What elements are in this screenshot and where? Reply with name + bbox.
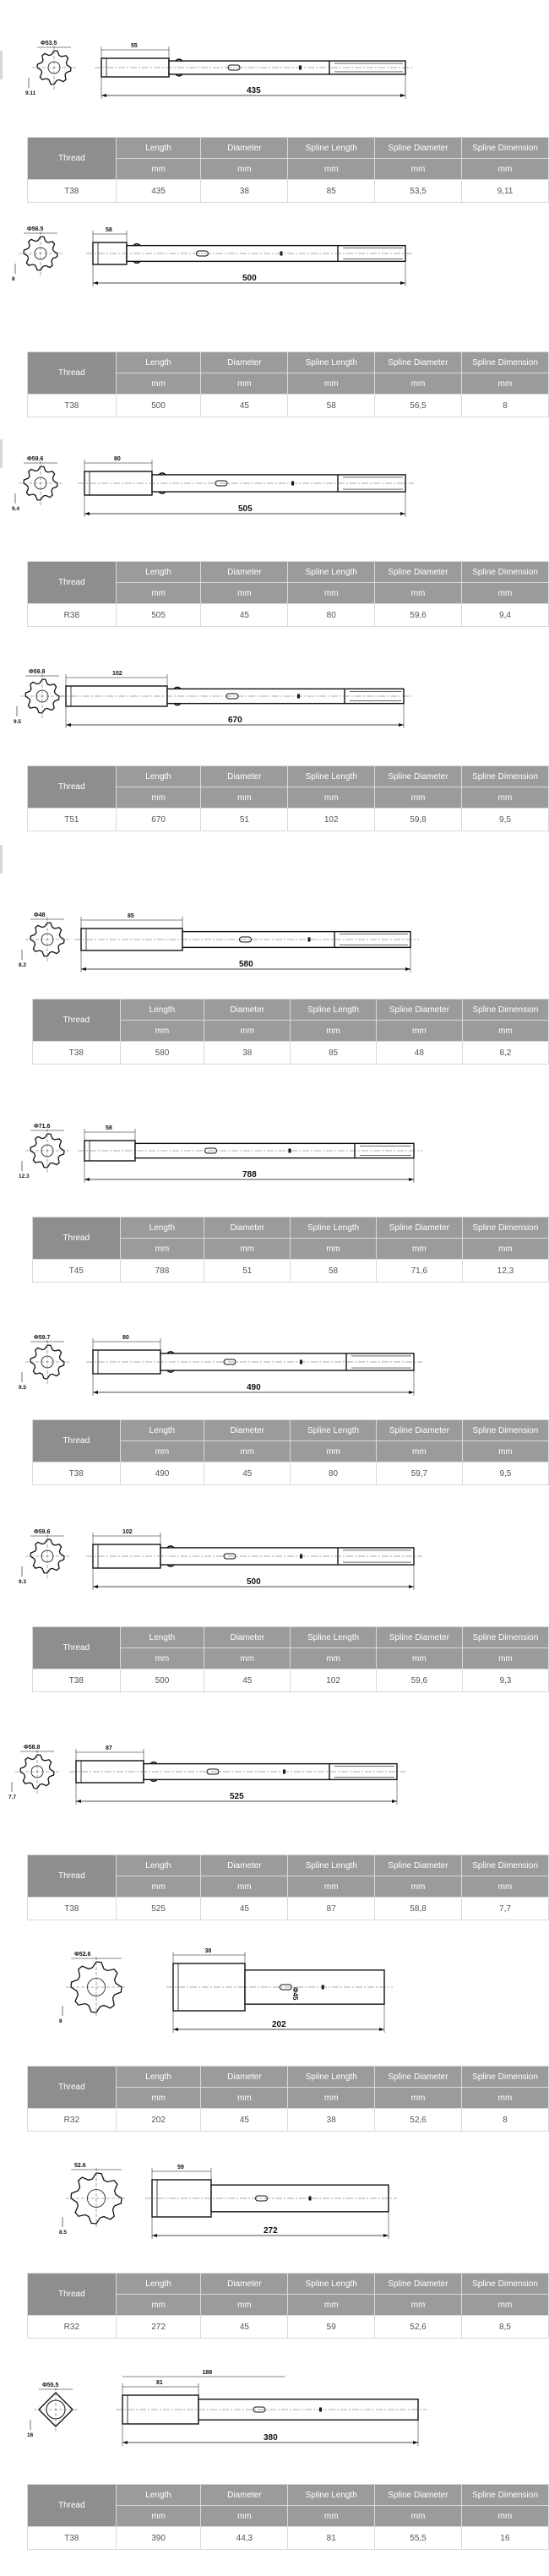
header-spline-length: Spline Length <box>291 999 377 1021</box>
shank-length-label: 81 <box>156 2380 163 2386</box>
header-spline-diameter: Spline Diameter <box>375 766 462 787</box>
header-thread: Thread <box>28 1855 117 1898</box>
total-length-label: 435 <box>247 86 261 95</box>
header-unit: mm <box>288 2088 375 2109</box>
header-unit: mm <box>120 1648 204 1669</box>
header-length: Length <box>120 1217 204 1239</box>
cell-diameter: 38 <box>204 1042 291 1065</box>
header-unit: mm <box>288 1876 375 1898</box>
header-unit: mm <box>375 2088 462 2109</box>
header-unit: mm <box>116 583 201 604</box>
spline-width-label: 16 <box>27 2432 34 2438</box>
header-diameter: Diameter <box>201 352 288 373</box>
cell-length: 670 <box>116 809 201 831</box>
header-spline-length: Spline Length <box>288 2485 375 2506</box>
header-spline-dimension: Spline Dimension <box>461 2067 548 2088</box>
header-thread: Thread <box>33 1627 121 1669</box>
section-diameter-label: Φ59.6 <box>34 1529 51 1535</box>
header-length: Length <box>116 562 201 583</box>
cell-spline-diameter: 52,6 <box>375 2316 462 2339</box>
total-length-label: 380 <box>264 2433 278 2443</box>
total-length-label: 788 <box>242 1170 257 1179</box>
header-unit: mm <box>461 1876 548 1898</box>
header-unit: mm <box>288 583 375 604</box>
spline-width-label: 12.3 <box>19 1174 30 1179</box>
spec-table <box>32 1217 549 1283</box>
section-diameter-label: Φ48 <box>34 912 46 918</box>
cell-spline-dimension: 9,4 <box>461 604 548 627</box>
header-unit: mm <box>462 1239 548 1260</box>
cell-length: 580 <box>120 1042 204 1065</box>
shank-drawing <box>0 652 549 754</box>
header-unit: mm <box>288 2295 375 2316</box>
cell-spline-diameter: 59,6 <box>375 604 462 627</box>
header-unit: mm <box>201 787 288 809</box>
cell-spline-dimension: 9,3 <box>462 1669 548 1692</box>
header-length: Length <box>120 1627 204 1648</box>
shank-drawing-svg <box>0 1318 549 1419</box>
header-unit: mm <box>201 583 288 604</box>
header-spline-dimension: Spline Dimension <box>461 766 548 787</box>
header-unit: mm <box>288 2506 375 2527</box>
section-diameter-label: Φ59.7 <box>34 1335 51 1341</box>
cell-thread: T38 <box>28 395 117 417</box>
section-diameter-label: Φ59.8 <box>29 669 46 675</box>
cell-spline-diameter: 59,6 <box>376 1669 462 1692</box>
cell-spline-length: 38 <box>288 2109 375 2132</box>
body-diameter-label: Φ45 <box>291 1987 299 2001</box>
header-spline-diameter: Spline Diameter <box>375 2274 462 2295</box>
shank-drawing-svg <box>0 24 549 125</box>
header-length: Length <box>116 766 201 787</box>
shank-drawing <box>0 2146 549 2247</box>
header-unit: mm <box>201 2088 288 2109</box>
spline-width-label: 8 <box>12 276 15 282</box>
header-spline-dimension: Spline Dimension <box>462 1420 548 1441</box>
shank-drawing <box>0 439 549 541</box>
header-spline-length: Spline Length <box>291 1420 377 1441</box>
header-unit: mm <box>201 2506 288 2527</box>
cell-thread: T38 <box>33 1669 121 1692</box>
header-spline-diameter: Spline Diameter <box>375 2485 462 2506</box>
header-diameter: Diameter <box>204 1420 291 1441</box>
header-spline-diameter: Spline Diameter <box>375 2067 462 2088</box>
header-spline-length: Spline Length <box>291 1217 377 1239</box>
header-spline-dimension: Spline Dimension <box>461 138 548 159</box>
section-diameter-label: Φ53.5 <box>41 41 57 46</box>
cell-spline-diameter: 55,5 <box>375 2527 462 2550</box>
header-diameter: Diameter <box>201 138 288 159</box>
cell-length: 500 <box>120 1669 204 1692</box>
header-unit: mm <box>291 1021 377 1042</box>
section-diameter-label: Φ52.6 <box>74 1952 91 1958</box>
cell-length: 390 <box>116 2527 201 2550</box>
cell-spline-dimension: 8 <box>461 2109 548 2132</box>
cell-spline-diameter: 48 <box>376 1042 462 1065</box>
spline-width-label: 8.5 <box>59 2230 68 2236</box>
spec-table <box>27 2484 549 2550</box>
overall-label: 188 <box>202 2370 213 2376</box>
shank-drawing-svg <box>0 1107 549 1208</box>
shank-drawing <box>0 1107 549 1208</box>
total-length-label: 500 <box>242 274 257 283</box>
header-unit: mm <box>461 159 548 180</box>
header-unit: mm <box>116 2295 201 2316</box>
shank-drawing-svg <box>0 2366 549 2467</box>
header-spline-length: Spline Length <box>288 2274 375 2295</box>
spline-width-label: 9.5 <box>14 719 22 725</box>
section-diameter-label: Φ71.6 <box>34 1124 51 1130</box>
shank-length-label: 85 <box>128 913 134 919</box>
header-unit: mm <box>291 1239 377 1260</box>
header-length: Length <box>120 1420 204 1441</box>
cell-spline-length: 59 <box>288 2316 375 2339</box>
section-diameter-label: 52.6 <box>74 2163 86 2169</box>
cell-spline-diameter: 59,8 <box>375 809 462 831</box>
header-length: Length <box>116 1855 201 1876</box>
cell-thread: R32 <box>28 2109 117 2132</box>
cell-spline-length: 85 <box>288 180 375 203</box>
cell-spline-diameter: 56,5 <box>375 395 462 417</box>
header-unit: mm <box>201 1876 288 1898</box>
spec-table <box>27 351 549 417</box>
header-thread: Thread <box>33 1420 121 1462</box>
cell-length: 505 <box>116 604 201 627</box>
header-length: Length <box>120 999 204 1021</box>
header-unit: mm <box>120 1441 204 1462</box>
cell-diameter: 45 <box>201 604 288 627</box>
shank-length-label: 55 <box>131 43 138 49</box>
header-spline-length: Spline Length <box>288 138 375 159</box>
header-unit: mm <box>201 373 288 395</box>
header-length: Length <box>116 352 201 373</box>
shank-drawing <box>0 896 549 997</box>
header-unit: mm <box>375 583 462 604</box>
header-unit: mm <box>376 1441 462 1462</box>
spline-width-label: 9.11 <box>25 90 36 96</box>
header-diameter: Diameter <box>204 1627 291 1648</box>
header-diameter: Diameter <box>201 1855 288 1876</box>
spec-table <box>27 1854 549 1920</box>
spline-width-label: 8 <box>59 2018 63 2024</box>
header-length: Length <box>116 2067 201 2088</box>
spec-table <box>32 1419 549 1485</box>
shank-length-label: 59 <box>177 2165 184 2170</box>
cell-diameter: 45 <box>201 2316 288 2339</box>
cell-thread: T51 <box>28 809 117 831</box>
cell-length: 788 <box>120 1260 204 1283</box>
shank-drawing <box>0 1318 549 1419</box>
header-spline-length: Spline Length <box>288 562 375 583</box>
header-unit: mm <box>375 787 462 809</box>
header-spline-diameter: Spline Diameter <box>376 999 462 1021</box>
header-diameter: Diameter <box>201 2067 288 2088</box>
header-unit: mm <box>375 373 462 395</box>
header-thread: Thread <box>28 766 117 809</box>
header-length: Length <box>116 2274 201 2295</box>
header-spline-diameter: Spline Diameter <box>375 352 462 373</box>
header-unit: mm <box>461 787 548 809</box>
cell-thread: R38 <box>28 604 117 627</box>
cell-spline-dimension: 9,5 <box>462 1462 548 1485</box>
header-unit: mm <box>120 1239 204 1260</box>
total-length-label: 525 <box>230 1792 244 1801</box>
cell-thread: T38 <box>28 1898 117 1920</box>
header-unit: mm <box>461 583 548 604</box>
cell-spline-diameter: 71,6 <box>376 1260 462 1283</box>
header-unit: mm <box>288 373 375 395</box>
shank-length-label: 87 <box>106 1745 112 1751</box>
cell-spline-length: 80 <box>288 604 375 627</box>
header-spline-dimension: Spline Dimension <box>461 2485 548 2506</box>
header-diameter: Diameter <box>201 2485 288 2506</box>
cell-diameter: 51 <box>201 809 288 831</box>
header-thread: Thread <box>28 138 117 180</box>
cell-spline-length: 102 <box>288 809 375 831</box>
spec-table <box>27 765 549 831</box>
shank-drawing-svg <box>0 652 549 754</box>
header-unit: mm <box>376 1021 462 1042</box>
header-unit: mm <box>116 159 201 180</box>
spec-table <box>32 1626 549 1692</box>
header-unit: mm <box>291 1648 377 1669</box>
cell-spline-length: 81 <box>288 2527 375 2550</box>
header-unit: mm <box>461 373 548 395</box>
header-diameter: Diameter <box>201 2274 288 2295</box>
shank-drawing-svg <box>0 896 549 997</box>
header-spline-dimension: Spline Dimension <box>461 2274 548 2295</box>
header-thread: Thread <box>28 2274 117 2316</box>
cell-spline-dimension: 8,2 <box>462 1042 548 1065</box>
section-diameter-label: Φ59.6 <box>27 456 44 462</box>
header-unit: mm <box>204 1021 291 1042</box>
shank-drawing-svg <box>0 439 549 541</box>
spec-table <box>27 137 549 203</box>
section-diameter-label: Φ56.5 <box>27 226 44 232</box>
shank-drawing <box>0 210 549 311</box>
header-unit: mm <box>204 1648 291 1669</box>
header-unit: mm <box>375 159 462 180</box>
cell-spline-diameter: 53,5 <box>375 180 462 203</box>
header-spline-diameter: Spline Diameter <box>376 1420 462 1441</box>
shank-drawing <box>0 1935 549 2036</box>
cell-spline-dimension: 7,7 <box>461 1898 548 1920</box>
cell-length: 272 <box>116 2316 201 2339</box>
header-length: Length <box>116 2485 201 2506</box>
header-thread: Thread <box>28 2485 117 2527</box>
spline-width-label: 9.3 <box>19 1579 27 1585</box>
section-diameter-label: Φ58.8 <box>24 1745 41 1751</box>
page-edge-mark <box>0 51 3 79</box>
total-length-label: 490 <box>247 1383 261 1392</box>
cell-spline-diameter: 58,8 <box>375 1898 462 1920</box>
header-spline-dimension: Spline Dimension <box>462 1217 548 1239</box>
cell-thread: T38 <box>28 180 117 203</box>
header-unit: mm <box>116 787 201 809</box>
cell-spline-length: 58 <box>291 1260 377 1283</box>
cell-spline-dimension: 8,5 <box>461 2316 548 2339</box>
header-unit: mm <box>375 2295 462 2316</box>
shank-drawing-svg <box>0 1728 549 1829</box>
page-edge-mark <box>0 439 3 468</box>
spec-table <box>27 2273 549 2339</box>
spec-table <box>27 2066 549 2132</box>
header-unit: mm <box>461 2088 548 2109</box>
spec-table <box>27 561 549 627</box>
cell-thread: T38 <box>33 1042 121 1065</box>
section-diameter-label: Φ55.5 <box>42 2383 59 2388</box>
header-unit: mm <box>116 1876 201 1898</box>
header-diameter: Diameter <box>201 766 288 787</box>
header-unit: mm <box>462 1441 548 1462</box>
cell-spline-length: 58 <box>288 395 375 417</box>
header-thread: Thread <box>28 2067 117 2109</box>
shank-length-label: 102 <box>122 1529 133 1535</box>
shank-drawing-svg <box>0 2146 549 2247</box>
header-unit: mm <box>201 159 288 180</box>
header-thread: Thread <box>33 1217 121 1260</box>
cell-spline-length: 87 <box>288 1898 375 1920</box>
header-diameter: Diameter <box>204 999 291 1021</box>
header-spline-length: Spline Length <box>288 1855 375 1876</box>
header-unit: mm <box>376 1239 462 1260</box>
header-unit: mm <box>204 1441 291 1462</box>
cell-diameter: 38 <box>201 180 288 203</box>
cell-length: 500 <box>116 395 201 417</box>
cell-thread: R32 <box>28 2316 117 2339</box>
header-unit: mm <box>462 1648 548 1669</box>
shank-drawing <box>0 2366 549 2467</box>
spline-width-label: 7.7 <box>8 1794 17 1800</box>
header-unit: mm <box>116 2088 201 2109</box>
header-unit: mm <box>291 1441 377 1462</box>
header-unit: mm <box>375 1876 462 1898</box>
cell-spline-dimension: 9,5 <box>461 809 548 831</box>
cell-thread: T45 <box>33 1260 121 1283</box>
header-diameter: Diameter <box>204 1217 291 1239</box>
cell-thread: T38 <box>33 1462 121 1485</box>
header-spline-dimension: Spline Dimension <box>461 352 548 373</box>
header-unit: mm <box>288 159 375 180</box>
header-unit: mm <box>461 2295 548 2316</box>
header-thread: Thread <box>28 352 117 395</box>
shank-length-label: 58 <box>106 1125 112 1131</box>
header-spline-dimension: Spline Dimension <box>461 562 548 583</box>
header-spline-dimension: Spline Dimension <box>462 999 548 1021</box>
header-length: Length <box>116 138 201 159</box>
cell-spline-length: 85 <box>291 1042 377 1065</box>
cell-spline-dimension: 9,11 <box>461 180 548 203</box>
header-diameter: Diameter <box>201 562 288 583</box>
header-unit: mm <box>288 787 375 809</box>
cell-spline-diameter: 52,6 <box>375 2109 462 2132</box>
header-unit: mm <box>120 1021 204 1042</box>
header-thread: Thread <box>33 999 121 1042</box>
header-spline-dimension: Spline Dimension <box>461 1855 548 1876</box>
cell-spline-diameter: 59,7 <box>376 1462 462 1485</box>
cell-length: 202 <box>116 2109 201 2132</box>
page-edge-mark <box>0 845 3 874</box>
cell-thread: T38 <box>28 2527 117 2550</box>
cell-spline-length: 80 <box>291 1462 377 1485</box>
header-spline-diameter: Spline Diameter <box>376 1217 462 1239</box>
cell-diameter: 45 <box>201 2109 288 2132</box>
spec-table <box>32 999 549 1065</box>
cell-spline-dimension: 8 <box>461 395 548 417</box>
cell-diameter: 45 <box>201 395 288 417</box>
spline-width-label: 8.2 <box>19 962 27 968</box>
header-unit: mm <box>461 2506 548 2527</box>
cell-length: 490 <box>120 1462 204 1485</box>
header-spline-diameter: Spline Diameter <box>375 138 462 159</box>
cell-spline-dimension: 16 <box>461 2527 548 2550</box>
header-spline-dimension: Spline Dimension <box>462 1627 548 1648</box>
cell-diameter: 45 <box>204 1462 291 1485</box>
header-unit: mm <box>375 2506 462 2527</box>
cell-diameter: 44,3 <box>201 2527 288 2550</box>
header-spline-length: Spline Length <box>288 766 375 787</box>
spline-width-label: 9.4 <box>12 506 20 512</box>
shank-drawing <box>0 24 549 125</box>
total-length-label: 500 <box>247 1577 261 1587</box>
header-spline-length: Spline Length <box>288 2067 375 2088</box>
header-thread: Thread <box>28 562 117 604</box>
header-unit: mm <box>201 2295 288 2316</box>
total-length-label: 272 <box>264 2226 278 2236</box>
total-length-label: 580 <box>239 960 253 969</box>
cell-diameter: 45 <box>204 1669 291 1692</box>
cell-spline-length: 102 <box>291 1669 377 1692</box>
shank-drawing-svg <box>0 1935 549 2036</box>
header-spline-length: Spline Length <box>291 1627 377 1648</box>
cell-diameter: 51 <box>204 1260 291 1283</box>
header-spline-diameter: Spline Diameter <box>375 562 462 583</box>
header-spline-diameter: Spline Diameter <box>376 1627 462 1648</box>
header-spline-diameter: Spline Diameter <box>375 1855 462 1876</box>
shank-length-label: 80 <box>122 1335 129 1341</box>
shank-drawing-svg <box>0 1512 549 1614</box>
spline-width-label: 9.5 <box>19 1385 27 1391</box>
header-unit: mm <box>204 1239 291 1260</box>
shank-drawing <box>0 1728 549 1829</box>
cell-diameter: 45 <box>201 1898 288 1920</box>
total-length-label: 505 <box>238 504 253 514</box>
total-length-label: 202 <box>272 2020 286 2029</box>
shank-length-label: 102 <box>112 671 122 677</box>
shank-length-label: 58 <box>106 227 112 233</box>
header-unit: mm <box>462 1021 548 1042</box>
total-length-label: 670 <box>228 716 242 725</box>
cell-spline-dimension: 12,3 <box>462 1260 548 1283</box>
header-unit: mm <box>376 1648 462 1669</box>
shank-length-label: 80 <box>114 456 121 462</box>
header-spline-length: Spline Length <box>288 352 375 373</box>
header-unit: mm <box>116 2506 201 2527</box>
header-unit: mm <box>116 373 201 395</box>
shank-drawing-svg <box>0 210 549 311</box>
cell-length: 435 <box>116 180 201 203</box>
cell-length: 525 <box>116 1898 201 1920</box>
shank-length-label: 38 <box>204 1948 212 1954</box>
shank-drawing <box>0 1512 549 1614</box>
